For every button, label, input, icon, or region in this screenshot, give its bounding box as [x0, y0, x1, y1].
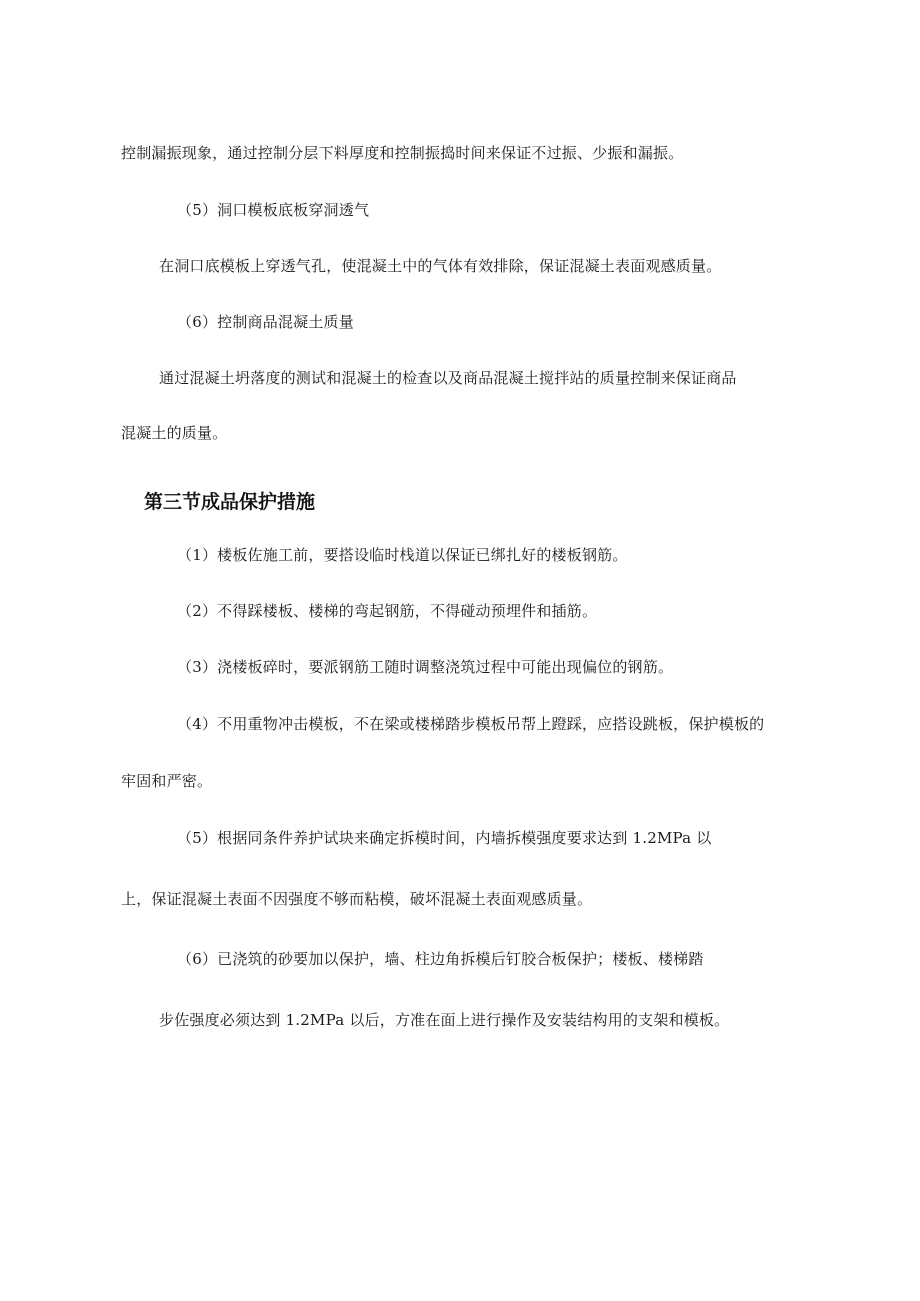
list-item: （1）楼板佐施工前，要搭设临时栈道以保证已绑扎好的楼板钢筋。	[177, 546, 628, 564]
list-item: （2）不得踩楼板、楼梯的弯起钢筋，不得碰动预埋件和插筋。	[177, 602, 598, 620]
list-item-continuation: 牢固和严密。	[121, 772, 213, 790]
paragraph-line: 通过混凝土坍落度的测试和混凝土的检查以及商品混凝土搅拌站的质量控制来保证商品	[159, 369, 737, 387]
paragraph-line: 混凝土的质量。	[121, 424, 228, 442]
list-item-continuation: 步佐强度必须达到 1.2MPa 以后，方准在面上进行操作及安装结构用的支架和模板。	[159, 1011, 730, 1029]
list-item: （3）浇楼板碎时，要派钢筋工随时调整浇筑过程中可能出现偏位的钢筋。	[177, 658, 674, 676]
list-item: （4）不用重物冲击模板，不在梁或楼梯踏步模板吊帮上蹬踩，应搭设跳板，保护模板的	[177, 715, 765, 733]
section-title: 第三节成品保护措施	[144, 491, 316, 513]
subheading-line: （6）控制商品混凝土质量	[177, 313, 354, 331]
paragraph-line: 控制漏振现象，通过控制分层下料厚度和控制振捣时间来保证不过振、少振和漏振。	[121, 144, 684, 162]
list-item-continuation: 上，保证混凝土表面不因强度不够而粘模，破坏混凝土表面观感质量。	[121, 890, 593, 908]
list-item: （6）已浇筑的砂要加以保护，墙、柱边角拆模后钉胶合板保护；楼板、楼梯踏	[177, 950, 704, 968]
subheading-line: （5）洞口模板底板穿洞透气	[177, 201, 370, 219]
paragraph-line: 在洞口底模板上穿透气孔，使混凝土中的气体有效排除，保证混凝土表面观感质量。	[159, 257, 722, 275]
list-item: （5）根据同条件养护试块来确定拆模时间，内墙拆模强度要求达到 1.2MPa 以	[177, 829, 712, 847]
